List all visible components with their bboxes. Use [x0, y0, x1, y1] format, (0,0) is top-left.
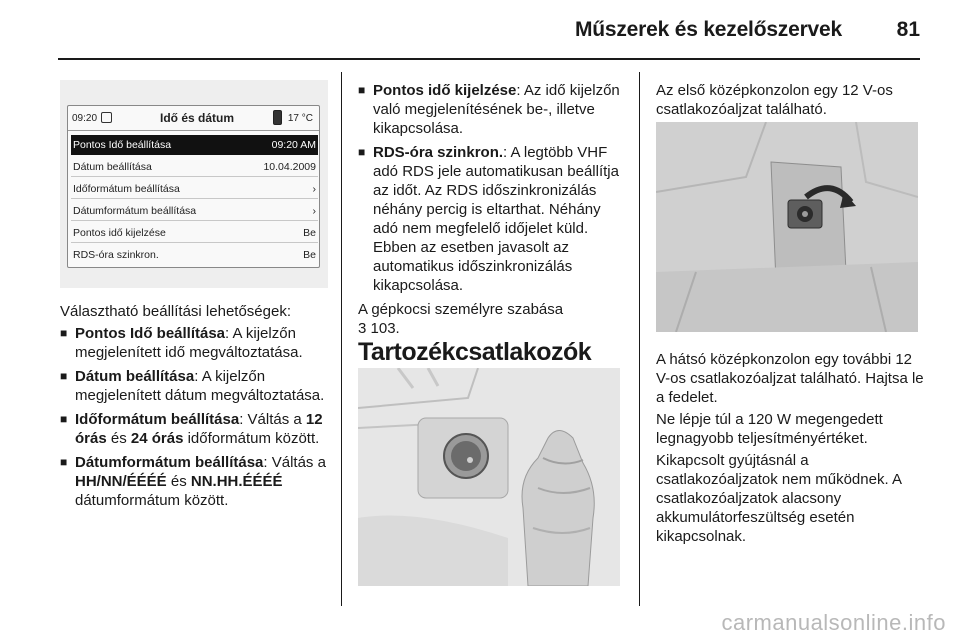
option-24h: 24 órás — [130, 430, 184, 447]
bullet-term: Pontos Idő beállítása — [75, 325, 226, 342]
bullet-date-set — [60, 367, 328, 405]
bullet-term: Dátum beállítása — [75, 368, 195, 385]
column-3-text-bottom — [656, 350, 924, 549]
info-display-screen — [67, 105, 320, 268]
menu-row-date-set — [71, 157, 318, 177]
bullet-rds-sync — [358, 143, 628, 295]
option-dd-mm: NN.HH.ÉÉÉÉ — [190, 473, 283, 490]
display-status-bar — [68, 106, 319, 131]
menu-row-label: Pontos Idő beállítása — [73, 139, 172, 151]
bullet-time-set — [60, 324, 328, 362]
menu-row-label: Pontos idő kijelzése — [73, 227, 166, 239]
intro-text: Választható beállítási lehetőségek: — [60, 303, 291, 320]
page-header — [0, 0, 960, 64]
menu-row-value: Be — [303, 249, 316, 261]
reference-page: 103. — [366, 320, 400, 337]
option-12h: 12 órás — [75, 411, 323, 447]
menu-row-time-format — [71, 179, 318, 199]
menu-row-time-set — [71, 135, 318, 155]
bullet-text: és — [166, 473, 191, 490]
watermark: carmanualsonline.info — [721, 610, 946, 635]
bullet-term: Időformátum beállítása — [75, 411, 240, 428]
option-mm-dd: HH/NN/ÉÉÉÉ — [75, 473, 167, 490]
chevron-right-icon: › — [312, 183, 316, 195]
display-time: 09:20 — [72, 113, 98, 124]
bullet-time-display — [358, 81, 628, 138]
front-socket-text: Az első középkonzolon egy 12 V-os csatlakozóaljzat található. — [656, 82, 893, 118]
display-temperature: 17 °C — [287, 113, 313, 124]
bullet-text: : Az idő kijelzőn való megjelenítésének be-, illetve kikapcsolása. — [373, 82, 620, 137]
bullet-text: időformátum között. — [183, 430, 320, 447]
page-number: 81 — [896, 18, 920, 41]
section-heading: Tartozékcsatlakozók — [358, 338, 592, 366]
column-divider-2 — [639, 72, 640, 606]
column-divider-1 — [341, 72, 342, 606]
column-2-text — [358, 81, 628, 341]
header-title: Műszerek és kezelőszervek — [574, 18, 842, 41]
bullet-text: : A kijelzőn megjelenített idő megváltoztatása. — [75, 325, 303, 361]
bullet-time-format — [60, 410, 328, 448]
menu-row-value: Be — [303, 227, 316, 239]
bullet-text: : Váltás a — [239, 411, 306, 428]
rear-socket-photo — [656, 122, 918, 332]
ignition-note-text: Kikapcsolt gyújtásnál a csatlakozóaljzatok nem működnek. A csatlakozóaljzatok alacsony akkumulátorfeszültség esetén kikapcsolnak. — [656, 452, 902, 545]
clock-icon — [101, 112, 112, 123]
menu-row-label: Időformátum beállítása — [73, 183, 180, 195]
reference-arrow-icon: 3 — [358, 320, 367, 337]
menu-row-value: 09:20 AM — [271, 139, 316, 151]
bullet-term: RDS-óra szinkron. — [373, 144, 504, 161]
chevron-right-icon: › — [312, 205, 316, 217]
column-3-text-top — [656, 81, 924, 122]
bullet-term: Pontos idő kijelzése — [373, 82, 517, 99]
header-rule — [58, 58, 920, 60]
bullet-text: : A legtöbb VHF adó RDS jele automatikusan beállítja az időt. Az RDS időszinkronizálás néhány percig is eltarthat. Néhány adó nem megfelelő időjelet küld. Ebben az esetben javasolt az automatikus időszinkronizálás kikapcsolása. — [373, 144, 619, 294]
front-socket-illustration — [358, 368, 620, 586]
menu-row-label: RDS-óra szinkron. — [73, 249, 159, 261]
menu-row-rds-sync — [71, 245, 318, 265]
cross-reference[interactable] — [358, 300, 628, 338]
bullet-text: dátumformátum között. — [75, 492, 229, 509]
rear-socket-text: A hátsó középkonzolon egy további 12 V-os csatlakozóaljzat található. Hajtsa le a fedelet. — [656, 351, 924, 406]
menu-row-time-display — [71, 223, 318, 243]
column-1-text — [60, 302, 328, 515]
display-figure — [60, 80, 328, 288]
bullet-text: : Váltás a — [263, 454, 326, 471]
menu-row-label: Dátum beállítása — [73, 161, 152, 173]
rear-socket-illustration — [656, 122, 918, 332]
power-limit-text: Ne lépje túl a 120 W megengedett legnagyobb teljesítményértéket. — [656, 411, 883, 447]
bullet-text: és — [106, 430, 131, 447]
menu-row-date-format — [71, 201, 318, 221]
thermometer-icon — [273, 110, 282, 125]
display-title: Idő és dátum — [160, 111, 235, 125]
bullet-date-format — [60, 453, 328, 510]
bullet-text: : A kijelzőn megjelenített dátum megváltoztatása. — [75, 368, 325, 404]
menu-row-value: 10.04.2009 — [263, 161, 316, 173]
bullet-term: Dátumformátum beállítása — [75, 454, 264, 471]
front-socket-photo — [358, 368, 620, 586]
reference-text: A gépkocsi személyre szabása — [358, 301, 564, 318]
menu-row-label: Dátumformátum beállítása — [73, 205, 197, 217]
